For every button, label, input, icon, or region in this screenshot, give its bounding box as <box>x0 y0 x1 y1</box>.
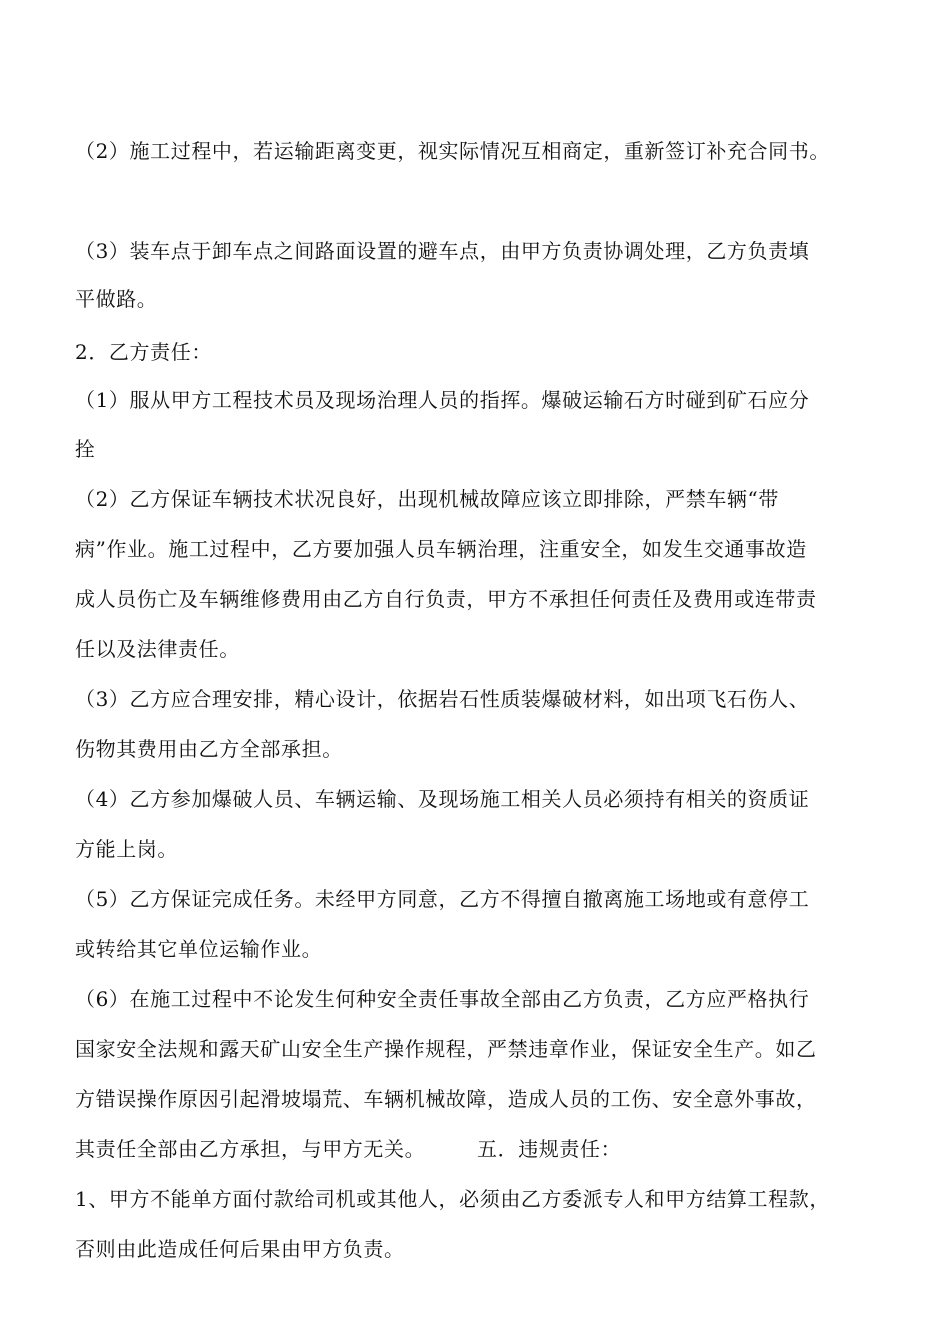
paragraph-line: 1、甲方不能单方面付款给司机或其他人，必须由乙方委派专人和甲方结算工程款， <box>75 1187 830 1211</box>
paragraph-line: （2）施工过程中，若运输距离变更，视实际情况互相商定，重新签订补充合同书。 <box>75 139 830 163</box>
paragraph-line: 成人员伤亡及车辆维修费用由乙方自行负责，甲方不承担任何责任及费用或连带责 <box>75 587 817 611</box>
paragraph-line: 其责任全部由乙方承担，与甲方无关。 五．违规责任： <box>75 1137 622 1161</box>
paragraph-line: （3）乙方应合理安排，精心设计，依据岩石性质装爆破材料，如出项飞石伤人、 <box>75 687 810 711</box>
paragraph-line: 拴 <box>75 437 96 461</box>
paragraph-line: （2）乙方保证车辆技术状况良好，出现机械故障应该立即排除，严禁车辆“带 <box>75 487 779 511</box>
paragraph-line: 国家安全法规和露天矿山安全生产操作规程，严禁违章作业，保证安全生产。如乙 <box>75 1037 817 1061</box>
paragraph-line: 或转给其它单位运输作业。 <box>75 937 323 961</box>
paragraph-line: 方错误操作原因引起滑坡塌荒、车辆机械故障，造成人员的工伤、安全意外事故， <box>75 1087 817 1111</box>
paragraph-line: 平做路。 <box>75 287 158 311</box>
paragraph-line: 否则由此造成任何后果由甲方负责。 <box>75 1237 405 1261</box>
paragraph-line: （6）在施工过程中不论发生何种安全责任事故全部由乙方负责，乙方应严格执行 <box>75 987 810 1011</box>
paragraph-line: 方能上岗。 <box>75 837 178 861</box>
paragraph-line: （3）装车点于卸车点之间路面设置的避车点，由甲方负责协调处理，乙方负责填 <box>75 239 810 263</box>
paragraph-line: （1）服从甲方工程技术员及现场治理人员的指挥。爆破运输石方时碰到矿石应分 <box>75 388 810 412</box>
paragraph-line: （4）乙方参加爆破人员、车辆运输、及现场施工相关人员必须持有相关的资质证 <box>75 787 810 811</box>
paragraph-line: 病”作业。施工过程中，乙方要加强人员车辆治理，注重安全，如发生交通事故造 <box>75 537 807 561</box>
section-heading: 2．乙方责任： <box>75 340 212 364</box>
paragraph-line: 伤物其费用由乙方全部承担。 <box>75 737 343 761</box>
paragraph-line: （5）乙方保证完成任务。未经甲方同意，乙方不得擅自撤离施工场地或有意停工 <box>75 887 810 911</box>
paragraph-line: 任以及法律责任。 <box>75 637 240 661</box>
